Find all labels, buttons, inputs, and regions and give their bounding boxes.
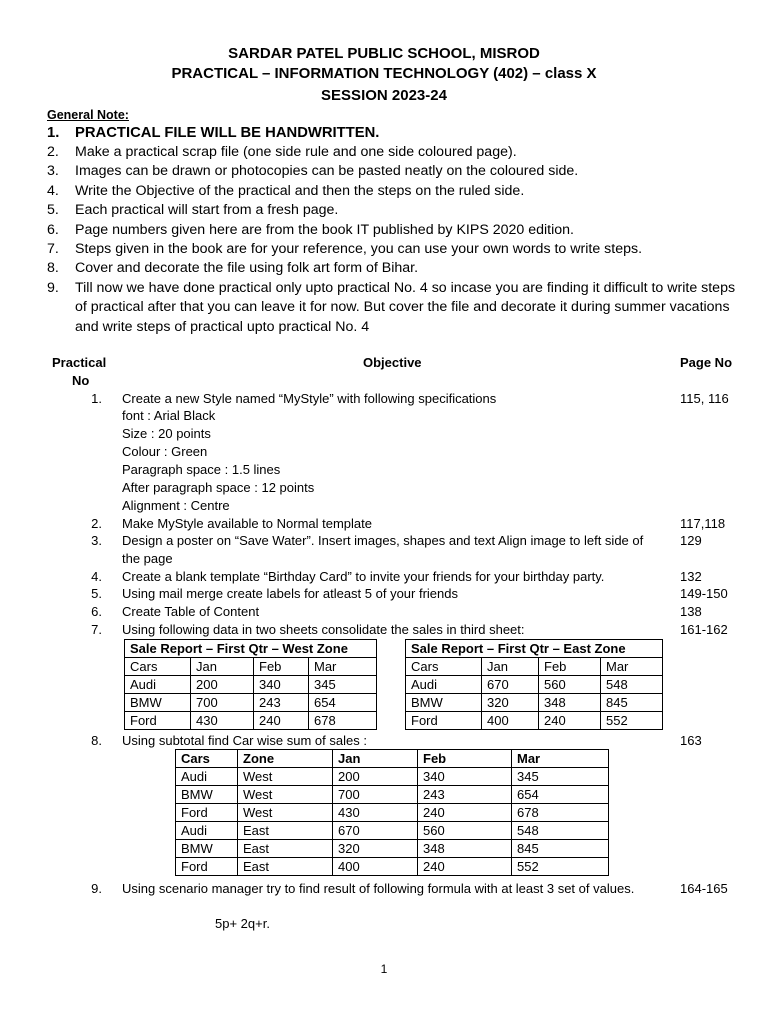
table-cell: 200 <box>333 768 418 786</box>
note-text: Each practical will start from a fresh page. <box>75 202 339 219</box>
subtotal-table <box>175 749 609 876</box>
table-cell: 320 <box>333 840 418 858</box>
note-text: Steps given in the book are for your reference, you can use your own words to write steps. <box>75 241 643 258</box>
table-row <box>125 712 377 730</box>
table-row <box>176 804 609 822</box>
formula: 5p+ 2q+r. <box>215 916 270 931</box>
east-zone-table <box>405 639 663 730</box>
header-practical: Practical <box>52 355 107 370</box>
table-cell: 348 <box>418 840 512 858</box>
table-cell: Mar <box>309 658 377 676</box>
table-cell: Jan <box>333 750 418 768</box>
table-cell: 243 <box>254 694 309 712</box>
table-cell: 552 <box>601 712 663 730</box>
header-page-no: Page No <box>680 355 733 370</box>
style-spec: Colour : Green <box>122 444 208 459</box>
note-text: Make a practical scrap file (one side rule and one side coloured page). <box>75 144 517 160</box>
note-number: 1. <box>47 125 60 141</box>
table-cell: Zone <box>238 750 333 768</box>
table-row <box>176 750 609 768</box>
note-number: 3. <box>47 163 59 180</box>
table-cell: 320 <box>482 694 539 712</box>
table-cell: 340 <box>418 768 512 786</box>
note-text: PRACTICAL FILE WILL BE HANDWRITTEN. <box>75 125 380 141</box>
note-number: 5. <box>47 202 59 219</box>
table-cell: Cars <box>125 658 191 676</box>
table-cell: 240 <box>539 712 601 730</box>
style-spec: Size : 20 points <box>122 426 211 441</box>
table-cell: 678 <box>309 712 377 730</box>
practical-objective: Using following data in two sheets consolidate the sales in third sheet: <box>122 622 525 637</box>
table-cell: 670 <box>333 822 418 840</box>
table-row <box>176 786 609 804</box>
table-cell: East <box>238 822 333 840</box>
table-row <box>406 712 663 730</box>
table-row <box>176 822 609 840</box>
table-cell: BMW <box>406 694 482 712</box>
practical-number: 5. <box>91 586 102 601</box>
practical-page: 129 <box>680 533 702 548</box>
general-notes-list <box>47 123 737 337</box>
practical-number: 2. <box>91 516 102 531</box>
table-cell: Audi <box>176 822 238 840</box>
table-cell: 345 <box>512 768 609 786</box>
practical-objective: Create a blank template “Birthday Card” to invite your friends for your birthday party. <box>122 569 605 584</box>
table-row <box>176 768 609 786</box>
table-cell: Cars <box>406 658 482 676</box>
table-cell: 340 <box>254 676 309 694</box>
note-item <box>47 162 737 181</box>
table-cell: 240 <box>254 712 309 730</box>
header-objective: Objective <box>363 355 422 370</box>
practical-page: 115, 116 <box>680 391 729 406</box>
table-row <box>406 694 663 712</box>
practical-page: 117,118 <box>680 516 726 531</box>
practical-number: 3. <box>91 533 102 548</box>
note-item <box>47 279 737 337</box>
page-number: 1 <box>380 962 388 976</box>
practical-page: 138 <box>680 604 702 619</box>
table-cell: 345 <box>309 676 377 694</box>
practical-objective: Using scenario manager try to find result of following formula with at least 3 set of values. <box>122 881 635 896</box>
table-cell: East <box>238 858 333 876</box>
practical-number: 9. <box>91 881 102 896</box>
practical-page: 163 <box>680 733 702 748</box>
table-cell: Feb <box>254 658 309 676</box>
practical-objective: Using mail merge create labels for atleast 5 of your friends <box>122 586 458 601</box>
table-cell: West <box>238 804 333 822</box>
practical-number: 8. <box>91 733 102 748</box>
table-cell: Jan <box>482 658 539 676</box>
note-text: Till now we have done practical only upto practical No. 4 so incase you are finding it difficult to write steps of practical after that you can leave it for now. But cover the file and decorate it during summer vacations and write steps of practical upto practical No. 4 <box>75 279 736 335</box>
table-cell: Feb <box>418 750 512 768</box>
table-cell: 560 <box>539 676 601 694</box>
table-cell: Ford <box>176 858 238 876</box>
style-spec: Alignment : Centre <box>122 498 230 513</box>
table-cell: Ford <box>176 804 238 822</box>
practical-objective: Create Table of Content <box>122 604 260 619</box>
note-item <box>47 143 737 162</box>
table-cell: 560 <box>418 822 512 840</box>
table-cell: 240 <box>418 858 512 876</box>
style-spec: font : Arial Black <box>122 408 216 423</box>
table-cell: 552 <box>512 858 609 876</box>
note-item <box>47 221 737 240</box>
practical-number: 1. <box>91 391 102 406</box>
school-name: SARDAR PATEL PUBLIC SCHOOL, MISROD <box>228 45 540 62</box>
note-number: 9. <box>47 279 59 296</box>
table-cell: 348 <box>539 694 601 712</box>
table-cell: 654 <box>309 694 377 712</box>
table-cell: 700 <box>191 694 254 712</box>
table-cell: 670 <box>482 676 539 694</box>
table-cell: 845 <box>512 840 609 858</box>
practical-number: 4. <box>91 569 102 584</box>
table-cell: Audi <box>406 676 482 694</box>
general-note-heading: General Note: <box>47 108 129 122</box>
practical-objective: Create a new Style named “MyStyle” with following specifications <box>122 391 497 406</box>
table-cell: BMW <box>176 840 238 858</box>
practical-title: PRACTICAL – INFORMATION TECHNOLOGY (402) – class X <box>171 65 597 82</box>
table-row <box>125 694 377 712</box>
table-cell: 200 <box>191 676 254 694</box>
table-row <box>125 658 377 676</box>
note-item <box>47 240 737 259</box>
note-item <box>47 123 737 143</box>
practical-objective: Design a poster on “Save Water”. Insert images, shapes and text Align image to left side of the page <box>122 533 644 566</box>
table-caption: Sale Report – First Qtr – West Zone <box>125 640 377 658</box>
table-cell: 430 <box>191 712 254 730</box>
west-zone-table <box>124 639 377 730</box>
table-cell: West <box>238 786 333 804</box>
table-cell: East <box>238 840 333 858</box>
table-cell: 548 <box>601 676 663 694</box>
practical-number: 6. <box>91 604 102 619</box>
note-text: Cover and decorate the file using folk art form of Bihar. <box>75 260 419 277</box>
table-cell: 845 <box>601 694 663 712</box>
practical-number: 7. <box>91 622 102 637</box>
table-cell: Ford <box>125 712 191 730</box>
table-row <box>176 858 609 876</box>
note-text: Page numbers given here are from the book IT published by KIPS 2020 edition. <box>75 221 574 238</box>
table-cell: 400 <box>482 712 539 730</box>
note-item <box>47 259 737 278</box>
table-cell: 240 <box>418 804 512 822</box>
table-cell: West <box>238 768 333 786</box>
note-number: 4. <box>47 182 59 199</box>
note-text: Write the Objective of the practical and then the steps on the ruled side. <box>75 182 525 199</box>
note-number: 7. <box>47 241 59 258</box>
table-row <box>406 658 663 676</box>
table-cell: 243 <box>418 786 512 804</box>
table-cell: Feb <box>539 658 601 676</box>
table-cell: BMW <box>176 786 238 804</box>
practical-page: 164-165 <box>680 881 728 896</box>
table-caption: Sale Report – First Qtr – East Zone <box>406 640 663 658</box>
table-cell: Audi <box>125 676 191 694</box>
table-cell: Audi <box>176 768 238 786</box>
note-number: 2. <box>47 144 59 160</box>
session: SESSION 2023-24 <box>321 87 447 104</box>
table-cell: 430 <box>333 804 418 822</box>
note-text: Images can be drawn or photocopies can be pasted neatly on the coloured side. <box>75 163 579 180</box>
practical-page: 132 <box>680 569 702 584</box>
note-number: 8. <box>47 260 59 277</box>
table-cell: 400 <box>333 858 418 876</box>
table-cell: 678 <box>512 804 609 822</box>
table-cell: 700 <box>333 786 418 804</box>
practical-objective: Make MyStyle available to Normal template <box>122 516 372 531</box>
practical-objective: Using subtotal find Car wise sum of sales : <box>122 733 367 748</box>
table-cell: Cars <box>176 750 238 768</box>
note-item <box>47 201 737 220</box>
table-row <box>406 676 663 694</box>
note-number: 6. <box>47 221 59 238</box>
table-cell: Ford <box>406 712 482 730</box>
table-cell: BMW <box>125 694 191 712</box>
table-cell: Jan <box>191 658 254 676</box>
table-cell: 654 <box>512 786 609 804</box>
table-row <box>176 840 609 858</box>
note-item <box>47 182 737 201</box>
style-spec: Paragraph space : 1.5 lines <box>122 462 281 477</box>
header-no: No <box>72 373 90 388</box>
style-spec: After paragraph space : 12 points <box>122 480 315 495</box>
table-cell: Mar <box>601 658 663 676</box>
table-cell: Mar <box>512 750 609 768</box>
practical-page: 149-150 <box>680 586 728 601</box>
table-row <box>125 676 377 694</box>
practical-page: 161-162 <box>680 622 728 637</box>
table-cell: 548 <box>512 822 609 840</box>
